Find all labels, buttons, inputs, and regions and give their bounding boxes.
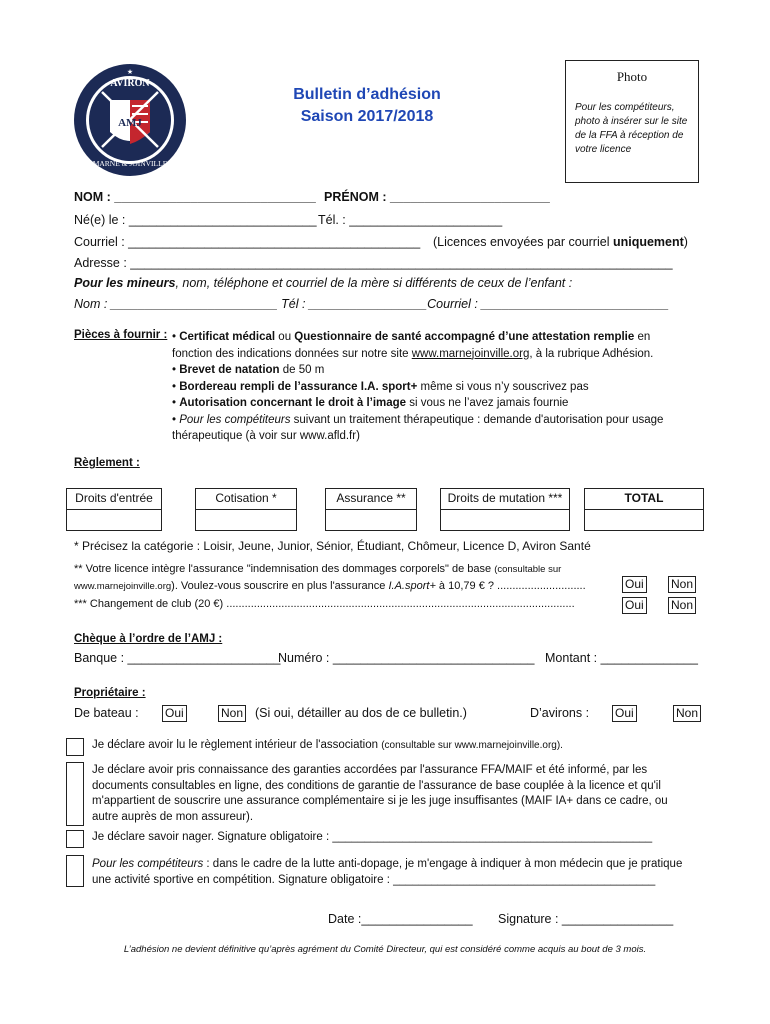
input-mutation[interactable] bbox=[440, 509, 570, 531]
avirons-oui[interactable]: Oui bbox=[612, 705, 637, 722]
title-line-1: Bulletin d’adhésion bbox=[293, 86, 441, 103]
email-note: (Licences envoyées par courriel uniquement) bbox=[433, 235, 688, 249]
email-field[interactable]: Courriel : __________________________________________ bbox=[74, 235, 421, 249]
numero-field[interactable]: Numéro : _____________________________ bbox=[278, 651, 535, 665]
input-droits-entree[interactable] bbox=[66, 509, 162, 531]
bateau-label: De bateau : bbox=[74, 706, 139, 720]
categorie-note: * Précisez la catégorie : Loisir, Jeune, Junior, Sénior, Étudiant, Chômeur, Licence D, Aviron Santé bbox=[74, 539, 591, 553]
signature-field[interactable]: Signature : ________________ bbox=[498, 912, 674, 926]
photo-note: Pour les compétiteurs, photo à insérer sur le site de la FFA à réception de votre licence bbox=[575, 102, 688, 155]
checkbox-antidopage[interactable] bbox=[66, 855, 84, 887]
col-mutation: Droits de mutation *** bbox=[440, 488, 570, 510]
birthdate-field[interactable]: Né(e) le : ___________________________ bbox=[74, 213, 317, 227]
mutation-note: *** Changement de club (20 €) .................................................................................................................. bbox=[74, 598, 575, 610]
pieces-item-1: • Certificat médical ou Questionnaire de santé accompagné d’une attestation remplie en bbox=[172, 331, 651, 343]
form-title bbox=[250, 84, 484, 128]
pieces-label: Pièces à fournir : bbox=[74, 329, 168, 341]
col-assurance: Assurance ** bbox=[325, 488, 417, 510]
declaration-reglement: Je déclare avoir lu le règlement intérieur de l'association (consultable sur www.marnejoinville.org). bbox=[92, 739, 563, 751]
banque-field[interactable]: Banque : ______________________ bbox=[74, 651, 281, 665]
declaration-assurance: Je déclare avoir pris connaissance des garanties accordées par l'assurance FFA/MAIF et été informé, par les documents consultables en ligne, des conditions de garantie de l'assurance de base couplée à la licence et qu'il m'appartient de souscrire une assurance complémentaire si je les juge insuffisantes (MAIF IA+ dans ce cadre, ou autre auprès de mon assureur). bbox=[92, 764, 668, 823]
ia-sport-oui[interactable]: Oui bbox=[622, 576, 647, 593]
col-total: TOTAL bbox=[584, 488, 704, 510]
phone-field[interactable]: Tél. : ______________________ bbox=[318, 213, 503, 227]
input-total[interactable] bbox=[584, 509, 704, 531]
proprietaire-label: Propriétaire : bbox=[74, 687, 146, 699]
bateau-detail: (Si oui, détailler au dos de ce bulletin.) bbox=[255, 706, 467, 720]
svg-text:AMJ: AMJ bbox=[118, 117, 142, 129]
avirons-label: D’avirons : bbox=[530, 706, 590, 720]
minors-note: Pour les mineurs, nom, téléphone et courriel de la mère si différents de ceux de l’enfant : bbox=[74, 276, 573, 290]
declaration-antidopage[interactable]: Pour les compétiteurs : dans le cadre de la lutte anti-dopage, je m'engage à indiquer à mon médecin que je pratique une activité sportive en compétition. Signature obligatoire : _________________________________________ bbox=[92, 858, 683, 886]
photo-title: Photo bbox=[616, 69, 648, 84]
svg-text:AVIRON: AVIRON bbox=[110, 78, 150, 89]
avirons-non[interactable]: Non bbox=[673, 705, 701, 722]
reglement-label: Règlement : bbox=[74, 457, 140, 469]
site-link[interactable]: www.marnejoinville.org bbox=[411, 347, 530, 360]
prenom-field[interactable]: PRÉNOM : _______________________ bbox=[324, 190, 550, 204]
mutation-oui[interactable]: Oui bbox=[622, 597, 647, 614]
svg-text:MARNE & JOINVILLE: MARNE & JOINVILLE bbox=[92, 159, 168, 168]
cheque-label: Chèque à l’ordre de l’AMJ : bbox=[74, 633, 223, 645]
pieces-item-3: • Bordereau rempli de l’assurance I.A. sport+ même si vous n’y souscrivez pas bbox=[172, 380, 589, 393]
mutation-non[interactable]: Non bbox=[668, 597, 696, 614]
col-droits-entree: Droits d'entrée bbox=[66, 488, 162, 510]
club-logo bbox=[72, 62, 188, 178]
bateau-non[interactable]: Non bbox=[218, 705, 246, 722]
pieces-item-5-cont: thérapeutique (à voir sur www.afld.fr) bbox=[172, 430, 360, 442]
montant-field[interactable]: Montant : ______________ bbox=[545, 651, 698, 665]
assurance-note: ** Votre licence intègre l'assurance "indemnisation des dommages corporels" de base (consultable sur www.marnejoinville.org). Voulez-vous souscrire en plus l'assurance I.A.sport+ à 10,79 € ? ............................. bbox=[74, 563, 586, 592]
pieces-item-2: • Brevet de natation de 50 m bbox=[172, 364, 325, 376]
pieces-item-5: • Pour les compétiteurs suivant un traitement thérapeutique : demande d'autorisation pour usage bbox=[172, 413, 664, 426]
address-field[interactable]: Adresse : ______________________________________________________________________________ bbox=[74, 256, 673, 270]
footer-note: L’adhésion ne devient définitive qu’après agrément du Comité Directeur, qui est considéré comme acquis au bout de 3 mois. bbox=[123, 944, 647, 955]
nom-field[interactable]: NOM : _____________________________ bbox=[74, 190, 316, 204]
input-assurance[interactable] bbox=[325, 509, 417, 531]
ia-sport-non[interactable]: Non bbox=[668, 576, 696, 593]
input-cotisation[interactable] bbox=[195, 509, 297, 531]
date-field[interactable]: Date :________________ bbox=[328, 912, 473, 926]
svg-text:★: ★ bbox=[126, 69, 134, 76]
pieces-list bbox=[172, 329, 692, 445]
pieces-item-4: • Autorisation concernant le droit à l’image si vous ne l’avez jamais fournie bbox=[172, 397, 569, 409]
minors-fields[interactable]: Nom : ________________________ Tél : _________________Courriel : ___________________________ bbox=[74, 297, 669, 311]
photo-box bbox=[565, 60, 699, 183]
checkbox-assurance[interactable] bbox=[66, 762, 84, 826]
col-cotisation: Cotisation * bbox=[195, 488, 297, 510]
declaration-natation[interactable]: Je déclare savoir nager. Signature obligatoire : __________________________________________________ bbox=[92, 831, 653, 843]
checkbox-reglement-interieur[interactable] bbox=[66, 738, 84, 756]
bateau-oui[interactable]: Oui bbox=[162, 705, 187, 722]
pieces-item-1-cont: fonction des indications données sur notre site www.marnejoinville.org, à la rubrique Adhésion. bbox=[172, 347, 654, 360]
title-line-2: Saison 2017/2018 bbox=[300, 108, 434, 125]
checkbox-natation[interactable] bbox=[66, 830, 84, 848]
